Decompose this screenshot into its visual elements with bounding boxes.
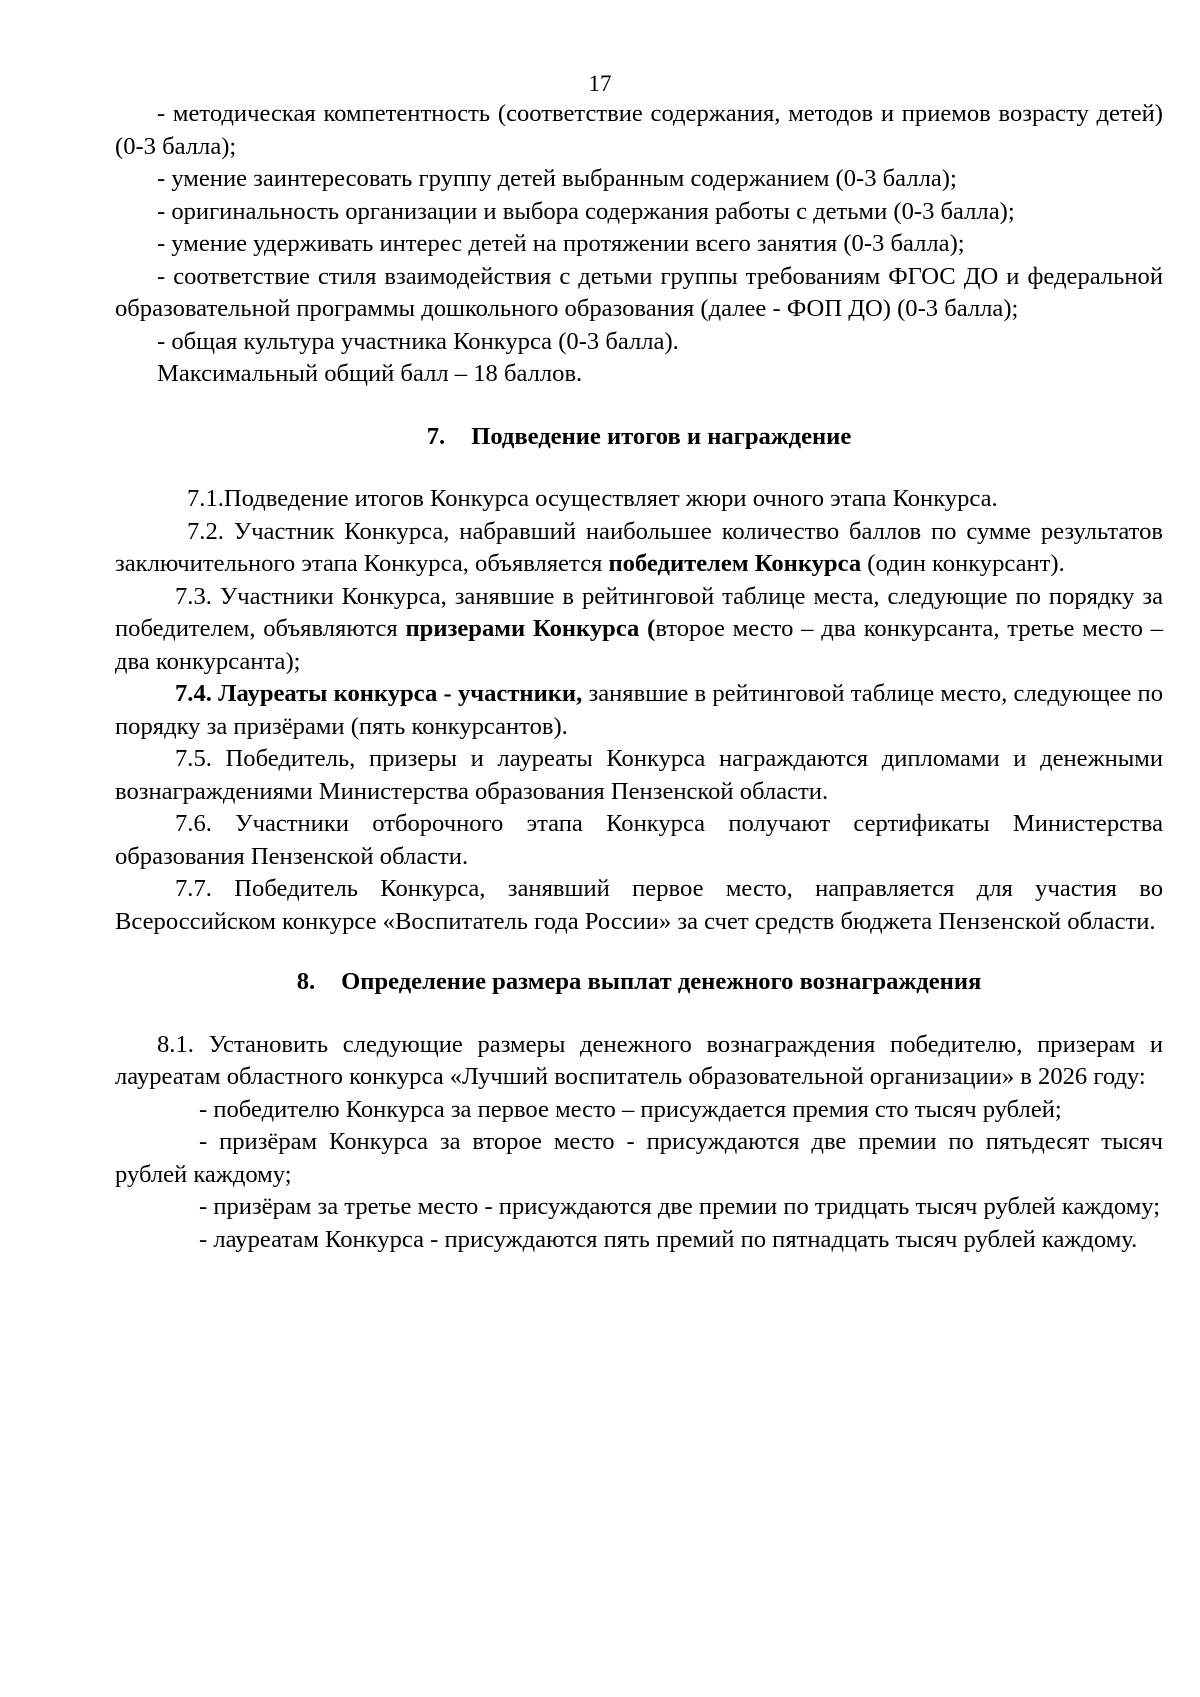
laureates-term: 7.4. Лауреаты конкурса - участники, bbox=[175, 680, 583, 707]
max-score: Максимальный общий балл – 18 баллов. bbox=[157, 360, 583, 387]
criteria-item: - умение заинтересовать группу детей выбранным содержанием (0-3 балла); bbox=[157, 165, 957, 192]
section-7-paragraph-3-text: 7.3. Участники Конкурса, занявшие в рейтинговой таблице места, следующие по порядку за победителем, объявляются bbox=[115, 582, 1163, 642]
section-8-paragraph-1: 8.1. Установить следующие размеры денежного вознаграждения победителю, призерам и лауреатам областного конкурса «Лучший воспитатель образовательной организации» в 2026 году: bbox=[115, 1030, 1163, 1090]
page-content bbox=[115, 98, 1163, 1256]
award-item: - призёрам Конкурса за второе место - присуждаются две премии по пятьдесят тысяч рублей каждому; bbox=[115, 1128, 1163, 1188]
section-7-paragraph-4-tail: занявшие в рейтинговой таблице место, следующее по порядку за призёрами (пять конкурсантов). bbox=[115, 680, 1163, 740]
criteria-item: - оригинальность организации и выбора содержания работы с детьми (0-3 балла); bbox=[157, 197, 1015, 225]
section-7-number: 7. bbox=[426, 422, 446, 450]
award-item: - победителю Конкурса за первое место – присуждается премия сто тысяч рублей; bbox=[199, 1095, 1062, 1123]
section-8-title: Определение размера выплат денежного вознаграждения bbox=[341, 968, 982, 995]
section-7-paragraph-6: 7.6. Участники отборочного этапа Конкурса получают сертификаты Министерства образования Пензенской области. bbox=[115, 810, 1163, 870]
section-7-paragraph-2 bbox=[115, 516, 1163, 581]
criteria-item: - методическая компетентность (соответствие содержания, методов и приемов возрасту детей) (0-3 балла); bbox=[115, 100, 1163, 160]
award-item: - призёрам за третье место - присуждаются две премии по тридцать тысяч рублей каждому; bbox=[199, 1193, 1161, 1220]
section-8-heading bbox=[115, 966, 1163, 999]
winner-term: победителем Конкурса bbox=[608, 550, 862, 577]
section-8-number: 8. bbox=[296, 968, 316, 995]
section-7-paragraph-1: 7.1.Подведение итогов Конкурса осуществляет жюри очного этапа Конкурса. bbox=[187, 485, 998, 512]
section-7-paragraph-5: 7.5. Победитель, призеры и лауреаты Конкурса награждаются дипломами и денежными вознаграждениями Министерства образования Пензенской области. bbox=[115, 745, 1163, 805]
criteria-item: - умение удерживать интерес детей на протяжении всего занятия (0-3 балла); bbox=[157, 230, 965, 257]
section-7-paragraph-4 bbox=[115, 678, 1163, 743]
section-7-title: Подведение итогов и награждение bbox=[471, 422, 852, 450]
section-7-paragraph-2-tail: (один конкурсант). bbox=[861, 550, 1065, 577]
section-7-paragraph-2-text: 7.2. Участник Конкурса, набравший наибольшее количество баллов по сумме результатов заключительного этапа Конкурса, объявляется bbox=[115, 517, 1163, 577]
section-7-paragraph-3-tail: второе место – два конкурсанта, третье место – два конкурсанта); bbox=[115, 615, 1163, 675]
prize-winners-term: призерами Конкурса ( bbox=[405, 615, 656, 642]
criteria-item: - общая культура участника Конкурса (0-3 балла). bbox=[157, 327, 679, 355]
criteria-item: - соответствие стиля взаимодействия с детьми группы требованиям ФГОС ДО и федеральной образовательной программы дошкольного образования (далее - ФОП ДО) (0-3 балла); bbox=[115, 262, 1163, 322]
page-number: 17 bbox=[588, 71, 612, 96]
award-item: - лауреатам Конкурса - присуждаются пять премий по пятнадцать тысяч рублей каждому. bbox=[199, 1225, 1138, 1253]
section-7-paragraph-7: 7.7. Победитель Конкурса, занявший первое место, направляется для участия во Всероссийском конкурсе «Воспитатель года России» за счет средств бюджета Пензенской области. bbox=[115, 875, 1163, 935]
section-7-heading bbox=[115, 421, 1163, 454]
section-7-paragraph-3 bbox=[115, 581, 1163, 679]
